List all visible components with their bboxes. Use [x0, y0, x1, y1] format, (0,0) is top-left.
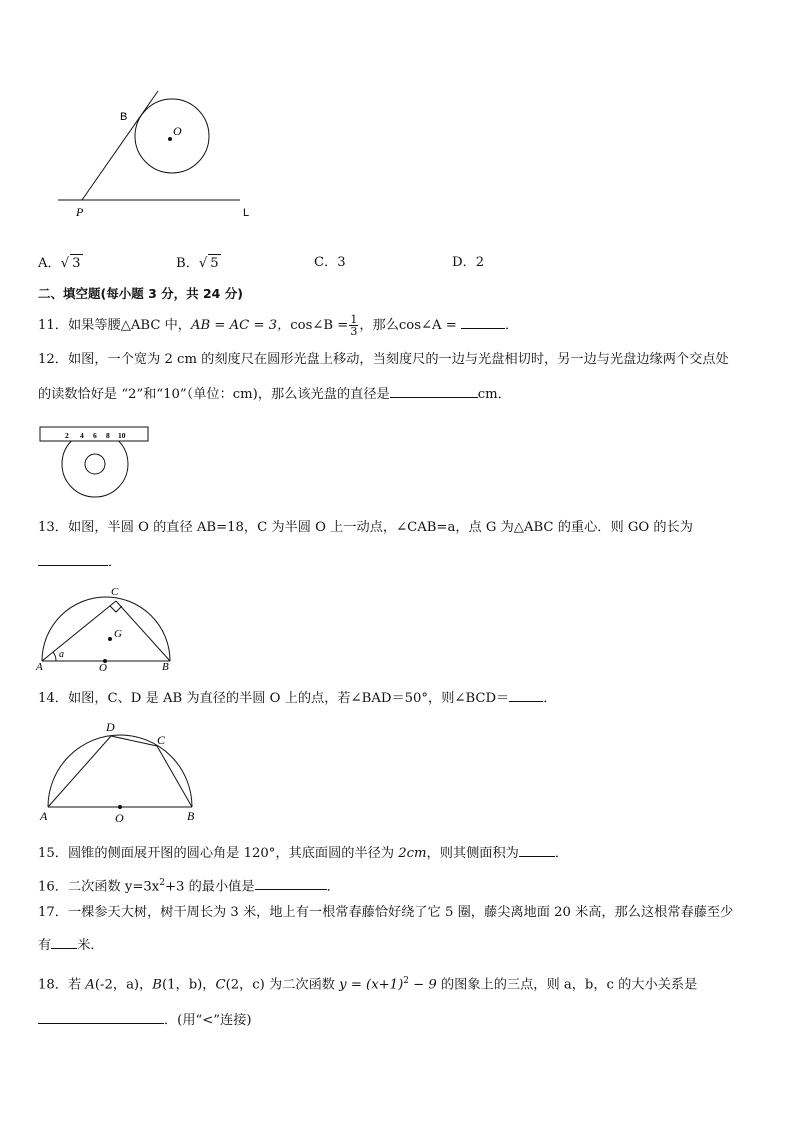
label-c: C: [111, 586, 119, 598]
label-a: A: [40, 809, 48, 823]
figure-tangent-circle: [50, 85, 270, 225]
question-18-line1: 18．若 A(-2，a)，B(1，b)，C(2，c) 为二次函数 $y = (x+1)^2 - 9$ 的图象上的三点，则 a，b，c 的大小关系是: [38, 976, 698, 993]
label-alpha: a: [59, 649, 64, 660]
semicircle-arc: [48, 735, 192, 807]
question-12-line1: 12．如图，一个宽为 2 cm 的刻度尺在圆形光盘上移动，当刻度尺的一边与光盘相切时，另一边与光盘边缘两个交点处: [38, 352, 729, 367]
question-15: 15．圆锥的侧面展开图的圆心角是 120°，其底面圆的半径为 2cm，则其侧面积为 ．: [38, 843, 568, 863]
question-17-line2: 有 米．: [38, 935, 104, 955]
question-13-line1: 13．如图，半圆 O 的直径 AB=18，C 为半圆 O 上一动点，∠CAB=a，点 G 为△ABC 的重心．则 GO 的长为: [38, 520, 693, 535]
answer-blank-11[interactable]: [461, 315, 505, 329]
label-o: O: [99, 662, 107, 674]
option-b[interactable]: B．√ 5: [176, 256, 219, 271]
question-18-line2: ．(用“<”连接): [38, 1010, 252, 1030]
option-c[interactable]: C．3: [314, 255, 346, 270]
question-11: 11．如果等腰△ABC 中，AB = AC = 3，cos∠B = $\frac{1}{3}$ ，那么cos∠A = ．: [38, 313, 519, 338]
line-pb: [82, 91, 158, 200]
label-l: L: [243, 207, 250, 219]
answer-blank-17[interactable]: [51, 935, 77, 949]
label-d: D: [106, 720, 115, 734]
question-17-line1: 17．一棵参天大树，树干周长为 3 米，地上有一根常春藤恰好绕了它 5 圈，藤尖离地面 20 米高，那么这根常春藤至少: [38, 905, 734, 920]
chord-cb: [157, 746, 192, 807]
option-d[interactable]: D．2: [452, 255, 485, 270]
answer-blank-15[interactable]: [519, 843, 555, 857]
answer-blank-18[interactable]: [38, 1010, 164, 1024]
tick-2: 2: [65, 431, 69, 440]
answer-blank-12[interactable]: [390, 384, 478, 398]
label-b: B: [162, 661, 169, 673]
circle-o: [135, 99, 209, 173]
tick-4: 4: [80, 431, 84, 440]
label-o: O: [173, 124, 182, 138]
tick-10: 10: [118, 431, 126, 440]
center-o: [168, 137, 172, 141]
point-g: [108, 637, 112, 641]
label-g: G: [114, 628, 122, 640]
section-title: 二、填空题(每小题 3 分，共 24 分): [38, 286, 243, 301]
side-bc: [116, 601, 170, 661]
question-16: 16．二次函数 $y=3x^2+3$ 的最小值是 ．: [38, 878, 340, 895]
label-b: B: [187, 809, 195, 823]
figure-semicircle-centroid: [34, 583, 184, 675]
figure-semicircle-adcb: [36, 718, 211, 826]
label-a: A: [36, 661, 43, 673]
label-o: O: [115, 811, 124, 825]
answer-blank-16[interactable]: [255, 876, 327, 890]
point-o: [118, 805, 122, 809]
disc-inner: [85, 454, 105, 474]
question-14: 14．如图，C、D 是 AB 为直径的半圆 O 上的点，若∠BAD＝50°，则∠BCD＝ ．: [38, 688, 556, 708]
answer-blank-14[interactable]: [509, 688, 543, 702]
label-c: C: [157, 733, 166, 747]
option-a[interactable]: A．√ 3: [38, 256, 81, 271]
question-12-line2: 的读数恰好是 “2”和“10”（单位：cm)，那么该光盘的直径是 cm．: [38, 384, 511, 404]
question-13-line2: ．: [38, 552, 121, 572]
right-angle-mark: [110, 606, 122, 612]
label-p: P: [76, 205, 84, 219]
tick-6: 6: [93, 431, 97, 440]
label-b: B: [120, 111, 128, 123]
angle-a-arc: [53, 652, 56, 661]
tick-8: 8: [106, 431, 110, 440]
answer-blank-13[interactable]: [38, 552, 108, 566]
figure-ruler-disc: [36, 424, 156, 504]
